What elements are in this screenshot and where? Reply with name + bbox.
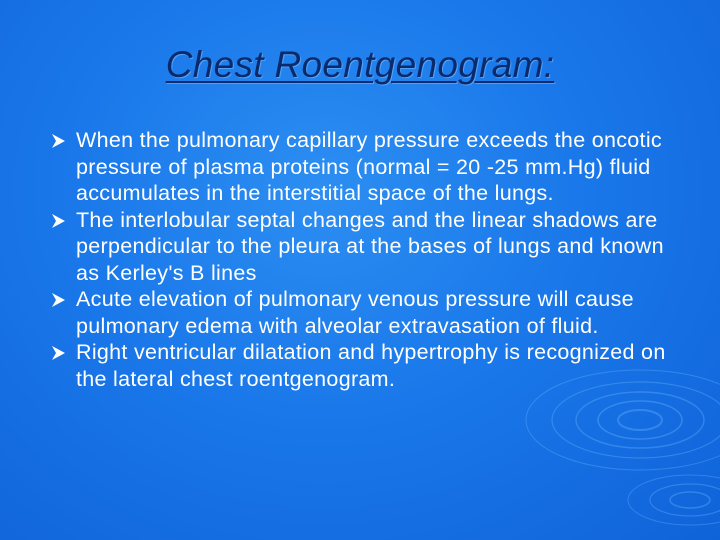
bullet-text: Acute elevation of pulmonary venous pressure will cause pulmonary edema with alveolar extravasation of fluid. [76, 287, 634, 338]
bullet-item [52, 207, 692, 287]
slide-title: Chest Roentgenogram: [165, 44, 555, 85]
bullet-item [52, 286, 692, 339]
bullet-text: The interlobular septal changes and the linear shadows are perpendicular to the pleura at the bases of lungs and known as Kerley's B lines [76, 207, 664, 285]
arrow-bullet-icon [52, 293, 65, 307]
arrow-bullet-icon [52, 134, 65, 148]
bullet-list [52, 127, 692, 392]
bullet-text: When the pulmonary capillary pressure exceeds the oncotic pressure of plasma proteins (normal = 20 -25 mm.Hg) fluid accumulates in the interstitial space of the lungs. [76, 128, 662, 205]
bullet-item [52, 339, 692, 392]
bullet-item [52, 127, 692, 207]
arrow-bullet-icon [52, 346, 65, 360]
arrow-bullet-icon [52, 214, 65, 228]
bullet-text: Right ventricular dilatation and hypertrophy is recognized on the lateral chest roentgenogram. [76, 340, 666, 391]
